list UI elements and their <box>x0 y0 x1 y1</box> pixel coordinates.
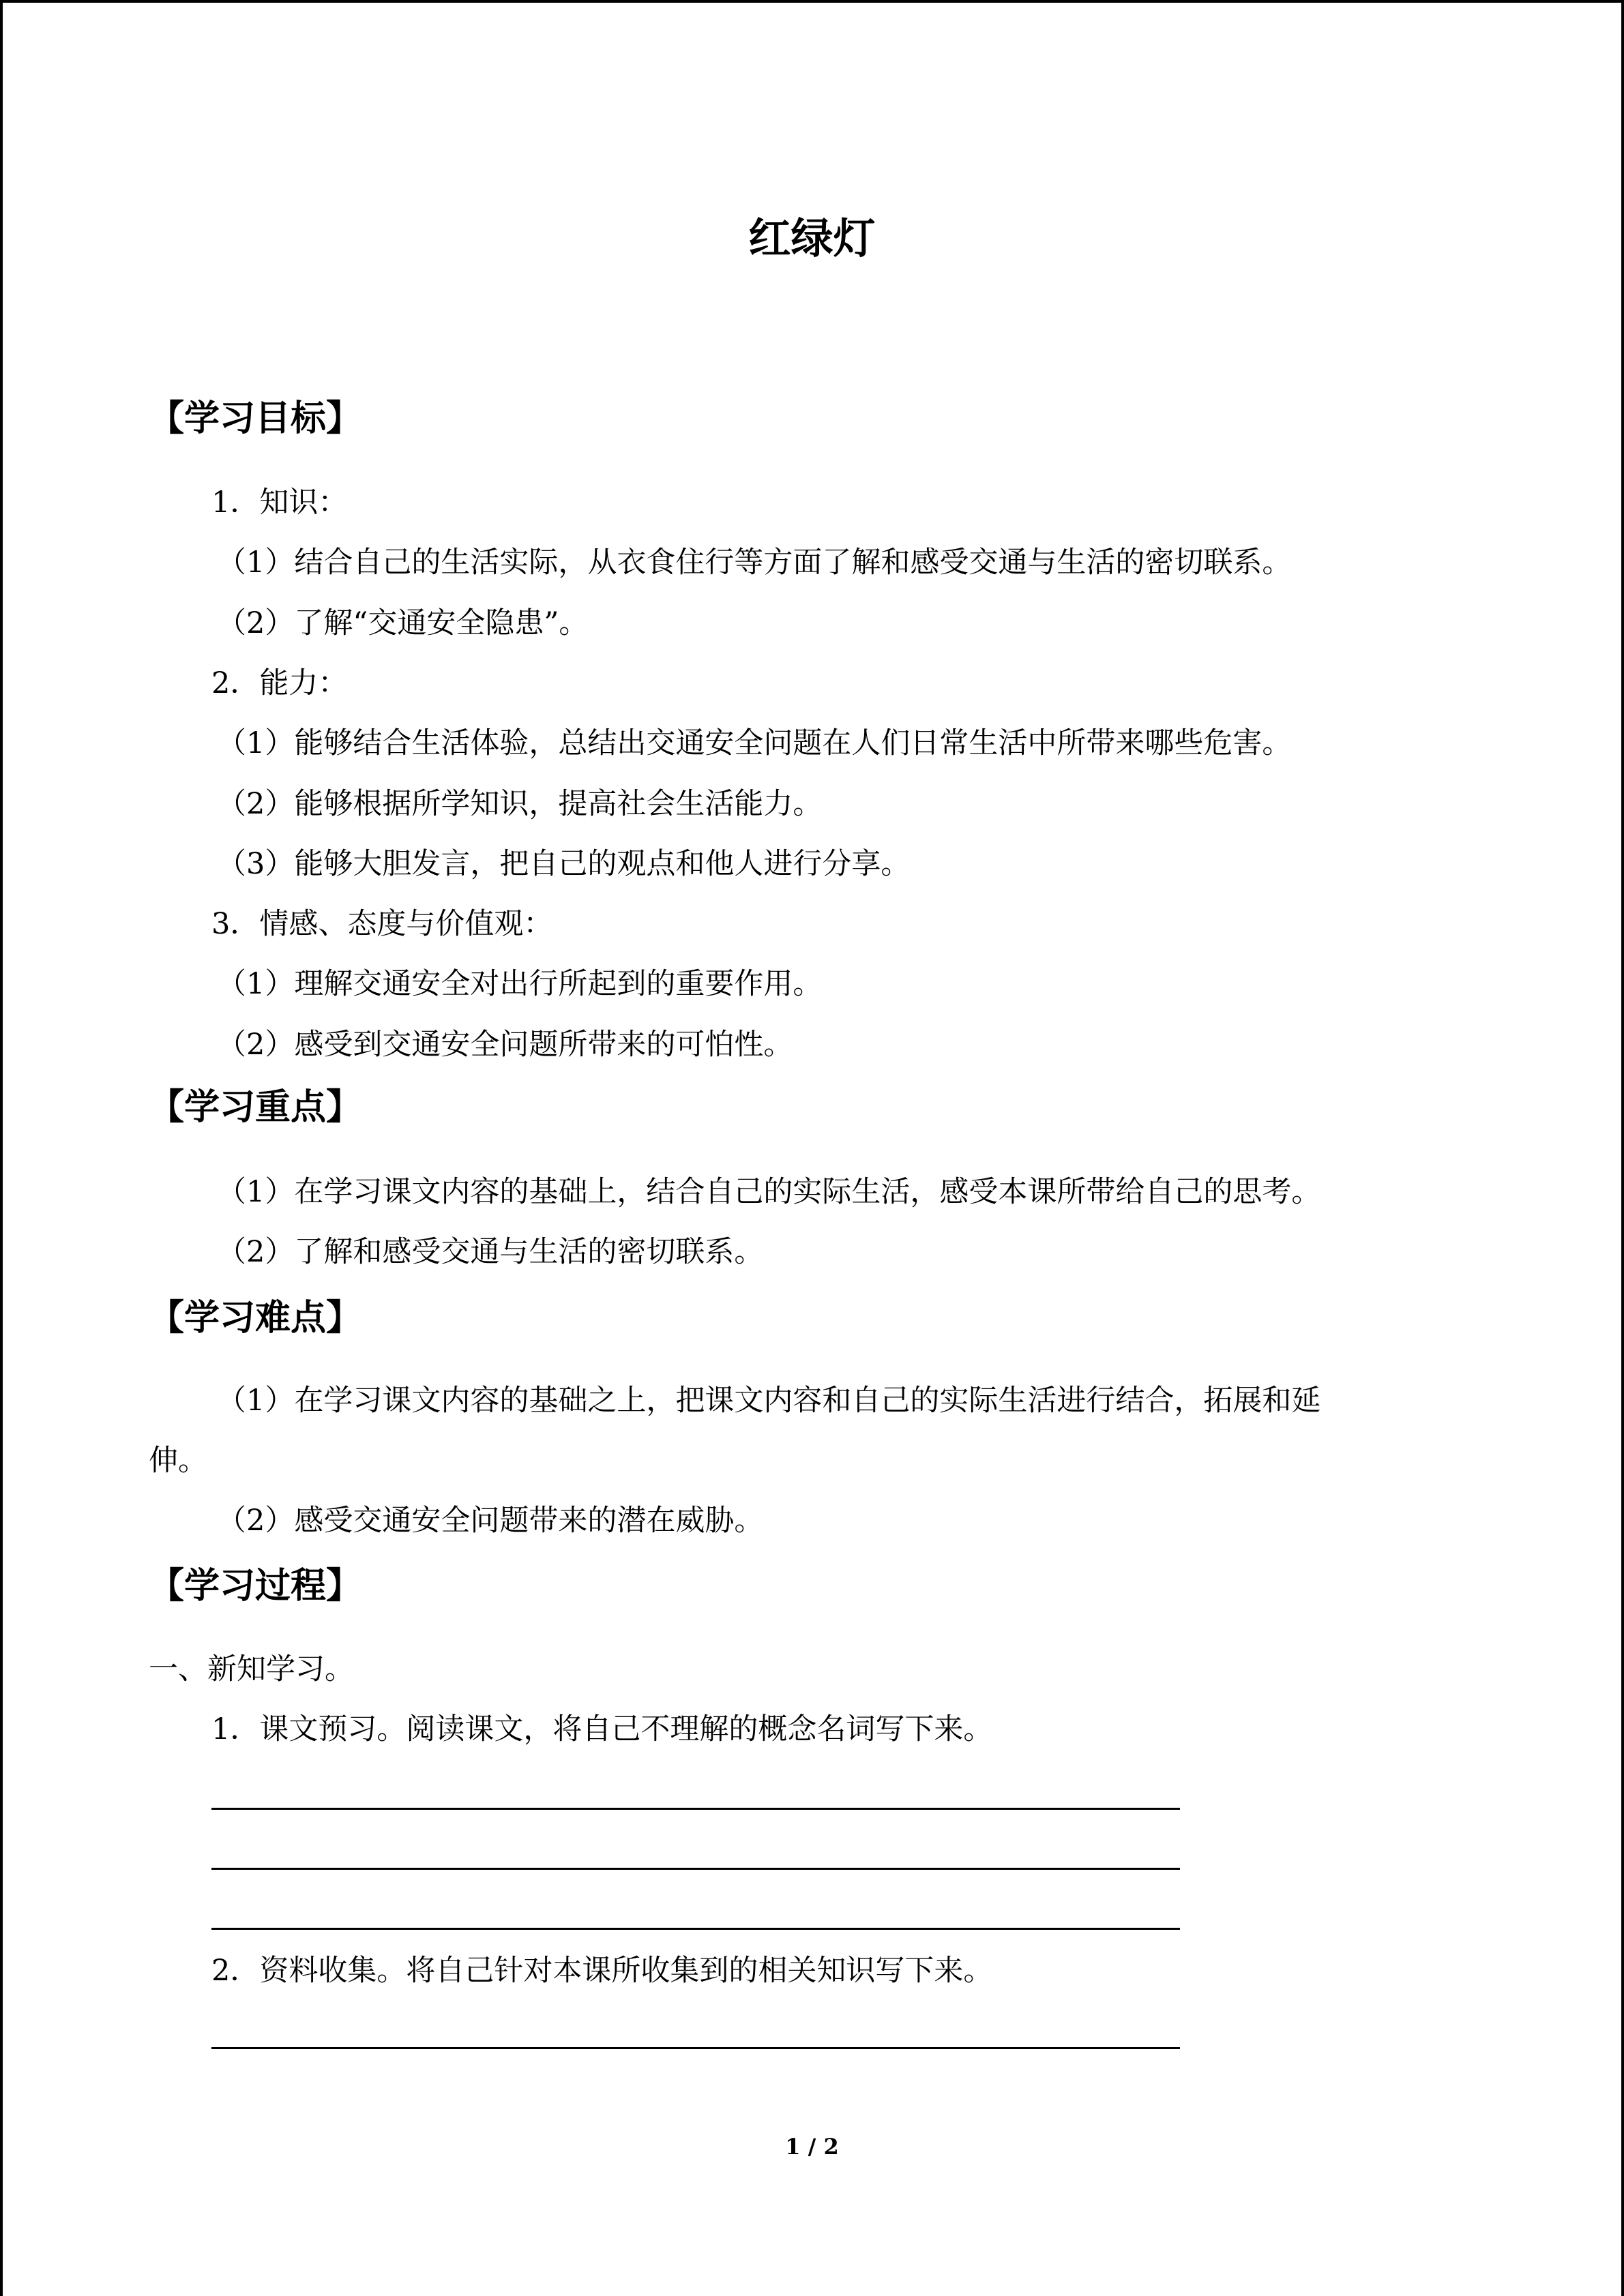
answer-blank-line <box>211 1808 1180 1810</box>
objective-ability-2: （2）能够根据所学知识，提高社会生活能力。 <box>217 787 823 821</box>
page-border-left <box>0 0 3 2296</box>
objective-ability: 2．能力： <box>211 666 348 700</box>
difficulty-1: （1）在学习课文内容的基础之上，把课文内容和自己的实际生活进行结合，拓展和延 <box>217 1384 1321 1418</box>
page-border-right <box>1621 0 1624 2296</box>
section-heading-objectives: 【学习目标】 <box>149 398 362 439</box>
objective-ability-1: （1）能够结合生活体验，总结出交通安全问题在人们日常生活中所带来哪些危害。 <box>217 726 1292 760</box>
objective-knowledge-1: （1）结合自己的生活实际，从衣食住行等方面了解和感受交通与生活的密切联系。 <box>217 546 1292 580</box>
key-point-1: （1）在学习课文内容的基础上，结合自己的实际生活，感受本课所带给自己的思考。 <box>217 1175 1321 1209</box>
document-title: 红绿灯 <box>748 213 876 263</box>
objective-knowledge: 1．知识： <box>211 486 348 520</box>
process-task-preview: 1．课文预习。阅读课文，将自己不理解的概念名词写下来。 <box>211 1712 993 1746</box>
answer-blank-line <box>211 1868 1180 1870</box>
answer-blank-line <box>211 1928 1180 1930</box>
process-task-research: 2．资料收集。将自己针对本课所收集到的相关知识写下来。 <box>211 1954 993 1988</box>
page-number: 1 / 2 <box>785 2134 839 2160</box>
process-part-one: 一、新知学习。 <box>149 1652 354 1686</box>
difficulty-2: （2）感受交通安全问题带来的潜在威胁。 <box>217 1504 764 1538</box>
objective-ability-3: （3）能够大胆发言，把自己的观点和他人进行分享。 <box>217 847 911 881</box>
answer-blank-line <box>211 2047 1180 2049</box>
objective-knowledge-2: （2）了解“交通安全隐患”。 <box>217 606 589 640</box>
difficulty-1-continued: 伸。 <box>149 1444 207 1478</box>
section-heading-difficulties: 【学习难点】 <box>149 1298 362 1339</box>
objective-values-2: （2）感受到交通安全问题所带来的可怕性。 <box>217 1028 793 1062</box>
key-point-2: （2）了解和感受交通与生活的密切联系。 <box>217 1235 764 1269</box>
page-border-top <box>0 0 1624 3</box>
section-heading-key-points: 【学习重点】 <box>149 1087 362 1128</box>
section-heading-process: 【学习过程】 <box>149 1566 362 1607</box>
objective-values-1: （1）理解交通安全对出行所起到的重要作用。 <box>217 967 823 1001</box>
objective-values: 3．情感、态度与价值观： <box>211 907 553 941</box>
